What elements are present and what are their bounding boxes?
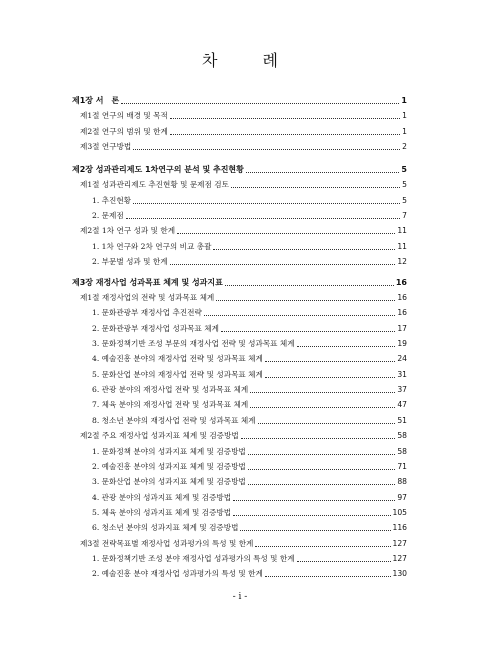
toc-entry-page: 1 xyxy=(402,111,407,120)
toc-section-entry xyxy=(72,537,407,551)
toc-entry-page: 105 xyxy=(392,508,407,517)
toc-item-entry xyxy=(72,194,407,208)
toc-entry-page: 19 xyxy=(397,339,407,348)
toc-entry-label: 제2절 1차 연구 성과 및 한계 xyxy=(80,226,176,235)
dot-leader xyxy=(265,360,395,362)
toc-entry-label: 7. 체육 분야의 재정사업 전략 및 성과목표 체계 xyxy=(92,400,249,409)
toc-entry-label: 1. 추진현황 xyxy=(92,196,132,205)
toc-entry-label: 제3절 전략목표별 재정사업 성과평가의 특성 및 한계 xyxy=(80,539,254,548)
dot-leader xyxy=(177,232,395,234)
toc-entry-page: 16 xyxy=(397,293,407,302)
toc-item-entry xyxy=(72,475,407,489)
toc-entry-label: 6. 관광 분야의 재정사업 전략 및 성과목표 체계 xyxy=(92,385,249,394)
page-number-footer: - i - xyxy=(232,592,248,602)
toc-entry-label: 2. 문화관광부 재정사업 성과목표 체계 xyxy=(92,324,219,333)
toc-entry-label: 3. 문화정책기반 조성 부문의 재정사업 전략 및 성과목표 체계 xyxy=(92,339,295,348)
toc-item-entry xyxy=(72,460,407,474)
toc-entry-page: 127 xyxy=(392,539,407,548)
dot-leader xyxy=(126,217,400,219)
toc-entry-page: 37 xyxy=(397,385,407,394)
toc-section-entry xyxy=(72,140,407,154)
toc-item-entry xyxy=(72,383,407,397)
dot-leader xyxy=(297,345,396,347)
toc-section-entry xyxy=(72,125,407,139)
toc-item-entry xyxy=(72,491,407,505)
dot-leader xyxy=(248,483,396,485)
dot-leader xyxy=(221,330,395,332)
toc-entry-label: 4. 예술진흥 분야의 재정사업 전략 및 성과목표 체계 xyxy=(92,354,263,363)
toc-item-entry xyxy=(72,306,407,320)
toc-entry-label: 1. 문화정책 분야의 성과지표 체계 및 검증방법 xyxy=(92,447,246,456)
dot-leader xyxy=(170,133,400,135)
toc-entry-page: 71 xyxy=(397,462,407,471)
toc-item-entry xyxy=(72,552,407,566)
toc-entry-label: 제1절 성과관리제도 추진현황 및 문제점 검토 xyxy=(80,180,229,189)
dot-leader xyxy=(265,376,395,378)
dot-leader xyxy=(255,545,390,547)
toc-entry-page: 5 xyxy=(402,196,407,205)
toc-entry-page: 12 xyxy=(397,257,407,266)
toc-entry-label: 4. 관광 분야의 성과지표 체계 및 검증방법 xyxy=(92,493,232,502)
toc-entry-label: 제1절 재정사업의 전략 및 성과목표 체계 xyxy=(80,293,215,302)
toc-entry-page: 47 xyxy=(397,400,407,409)
dot-leader xyxy=(265,575,391,577)
toc-entry-label: 2. 부문별 성과 및 한계 xyxy=(92,257,168,266)
toc-item-entry xyxy=(72,368,407,382)
toc-entry-page: 130 xyxy=(392,569,407,578)
toc-item-entry xyxy=(72,521,407,535)
toc-entry-label: 제2절 주요 재정사업 성과지표 체계 및 검증방법 xyxy=(80,431,239,440)
toc-entry-label: 8. 청소년 분야의 재정사업 전략 및 성과목표 체계 xyxy=(92,416,256,425)
toc-entry-page: 116 xyxy=(392,523,407,532)
toc-entry-label: 제3절 연구방법 xyxy=(80,142,132,151)
toc-item-entry xyxy=(72,255,407,269)
toc-entry-label: 2. 예술진흥 분야의 성과지표 체계 및 검증방법 xyxy=(92,462,246,471)
toc-entry-page: 88 xyxy=(397,477,407,486)
toc-entry-label: 제3장 재정사업 성과목표 체계 및 성과지표 xyxy=(72,278,223,287)
dot-leader xyxy=(213,248,395,250)
toc-entry-label: 2. 예술진흥 분야 재정사업 성과평가의 특성 및 한계 xyxy=(92,569,263,578)
dot-leader xyxy=(231,186,400,188)
toc-entry-page: 1 xyxy=(401,96,407,105)
toc-entry-page: 17 xyxy=(397,324,407,333)
toc-entry-label: 2. 문제점 xyxy=(92,211,124,220)
toc-entry-label: 1. 문화정책기반 조성 분야 재정사업 성과평가의 특성 및 한계 xyxy=(92,554,295,563)
dot-leader xyxy=(233,514,390,516)
toc-entry-label: 1. 1차 연구와 2차 연구의 비교 총괄 xyxy=(92,242,212,251)
toc-entry-label: 제1장 서 론 xyxy=(72,96,120,105)
toc-item-entry xyxy=(72,506,407,520)
dot-leader xyxy=(248,453,396,455)
toc-entry-label: 3. 문화산업 분야의 성과지표 체계 및 검증방법 xyxy=(92,477,246,486)
toc-entry-label: 제1절 연구의 배경 및 목적 xyxy=(80,111,168,120)
dot-leader xyxy=(204,314,395,316)
dot-leader xyxy=(248,468,396,470)
toc-entry-label: 제2절 연구의 범위 및 한계 xyxy=(80,127,168,136)
toc-item-entry xyxy=(72,209,407,223)
toc-entry-page: 31 xyxy=(397,370,407,379)
toc-chapter-entry xyxy=(72,94,407,108)
toc-entry-page: 5 xyxy=(401,165,407,174)
toc-entry-label: 6. 청소년 분야의 성과지표 체계 및 검증방법 xyxy=(92,523,239,532)
toc-entry-label: 5. 체육 분야의 성과지표 체계 및 검증방법 xyxy=(92,508,232,517)
toc-item-entry xyxy=(72,352,407,366)
dot-leader xyxy=(133,148,400,150)
toc-section-entry xyxy=(72,429,407,443)
toc-entry-page: 51 xyxy=(397,416,407,425)
page-title: 차 례 xyxy=(202,51,298,70)
toc-entry-page: 24 xyxy=(397,354,407,363)
toc-entry-page: 58 xyxy=(397,431,407,440)
toc-entry-page: 58 xyxy=(397,447,407,456)
toc-entry-page: 127 xyxy=(392,554,407,563)
toc-chapter-entry xyxy=(72,276,407,290)
toc-entry-page: 11 xyxy=(397,226,407,235)
toc-item-entry xyxy=(72,445,407,459)
dot-leader xyxy=(216,299,395,301)
dot-leader xyxy=(170,263,396,265)
dot-leader xyxy=(233,499,395,501)
dot-leader xyxy=(170,117,400,119)
dot-leader xyxy=(250,406,395,408)
toc-entry-page: 97 xyxy=(397,493,407,502)
dot-leader xyxy=(225,284,394,286)
toc-entry-label: 제2장 성과관리제도 1차연구의 분석 및 추진현황 xyxy=(72,165,244,174)
toc-section-entry xyxy=(72,178,407,192)
toc-entry-page: 11 xyxy=(397,242,407,251)
toc-chapter-entry xyxy=(72,163,407,177)
toc-entry-page: 7 xyxy=(402,211,407,220)
dot-leader xyxy=(246,171,400,173)
toc-section-entry xyxy=(72,291,407,305)
toc-entry-page: 5 xyxy=(402,180,407,189)
toc-entry-page: 16 xyxy=(395,278,407,287)
toc-entry-page: 2 xyxy=(402,142,407,151)
toc-item-entry xyxy=(72,337,407,351)
dot-leader xyxy=(250,391,395,393)
dot-leader xyxy=(258,422,396,424)
toc-entry-page: 16 xyxy=(397,308,407,317)
toc-section-entry xyxy=(72,224,407,238)
toc-item-entry xyxy=(72,240,407,254)
dot-leader xyxy=(240,529,390,531)
dot-leader xyxy=(133,202,400,204)
toc-item-entry xyxy=(72,398,407,412)
toc-section-entry xyxy=(72,109,407,123)
dot-leader xyxy=(241,437,396,439)
toc-entry-label: 1. 문화관광부 재정사업 추진전략 xyxy=(92,308,202,317)
toc-entry-label: 5. 문화산업 분야의 재정사업 전략 및 성과목표 체계 xyxy=(92,370,263,379)
toc-entry-page: 1 xyxy=(402,127,407,136)
toc-item-entry xyxy=(72,414,407,428)
dot-leader xyxy=(121,102,399,104)
toc-item-entry xyxy=(72,322,407,336)
toc-item-entry xyxy=(72,567,407,581)
dot-leader xyxy=(297,560,391,562)
